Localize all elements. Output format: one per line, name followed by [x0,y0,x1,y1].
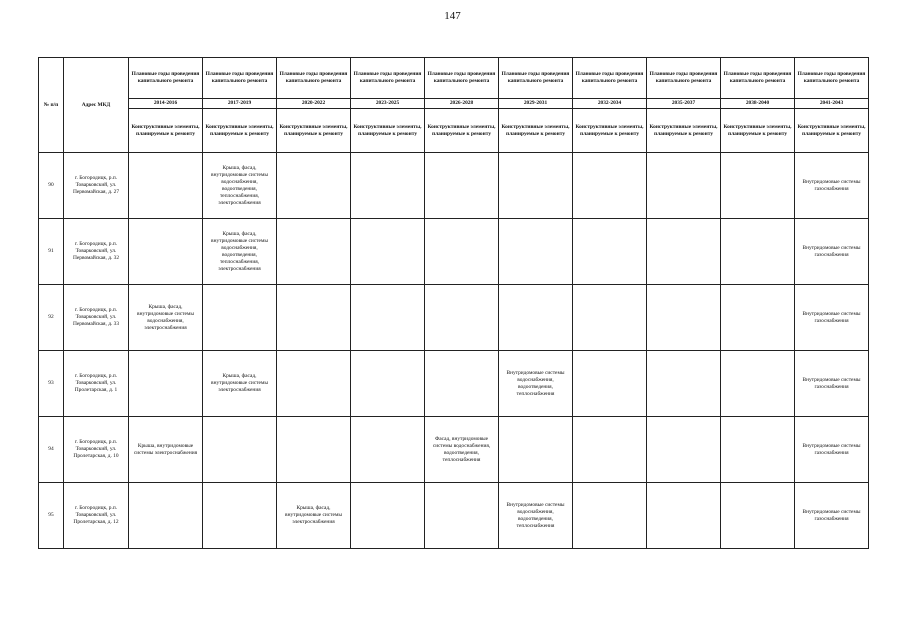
table-cell: Крыша, фасад, внутридомовые системы электроснабжения [277,483,351,549]
header-elements: Конструктивные элементы, планируемые к ремонту [573,109,647,153]
table-cell [425,483,499,549]
table-cell [647,285,721,351]
row-number: 90 [39,153,64,219]
table-row [39,285,869,351]
row-number: 91 [39,219,64,285]
header-elements: Конструктивные элементы, планируемые к ремонту [277,109,351,153]
table-cell [573,351,647,417]
row-number: 94 [39,417,64,483]
table-cell [129,153,203,219]
table-cell: Крыша, фасад, внутридомовые системы водоснабжения, водоотведения, теплоснабжения, электроснабжения [203,219,277,285]
header-period: 2014-2016 [129,99,203,109]
row-address: г. Богородицк, р.п. Товарковский, ул. Первомайская, д. 33 [64,285,129,351]
header-elements: Конструктивные элементы, планируемые к ремонту [351,109,425,153]
table-cell [351,483,425,549]
table-row [39,417,869,483]
header-period: 2041-2043 [795,99,869,109]
header-period: 2035-2037 [647,99,721,109]
table-cell: Крыша, внутридомовые системы электроснабжения [129,417,203,483]
table-row [39,153,869,219]
table-cell: Фасад, внутридомовые системы водоснабжения, водоотведения, теплоснабжения [425,417,499,483]
table-cell: Крыша, фасад, внутридомовые системы электроснабжения [203,351,277,417]
table-cell [499,417,573,483]
table-cell [425,153,499,219]
table-cell [573,285,647,351]
row-address: г. Богородицк, р.п. Товарковский, ул. Пролетарская, д. 12 [64,483,129,549]
table-cell [203,483,277,549]
header-period: 2026-2028 [425,99,499,109]
row-address: г. Богородицк, р.п. Товарковский, ул. Первомайская, д. 32 [64,219,129,285]
table-cell: Внутридомовые системы газоснабжения [795,351,869,417]
table-cell: Крыша, фасад, внутридомовые системы водоснабжения, водоотведения, теплоснабжения, электроснабжения [203,153,277,219]
table-cell [647,153,721,219]
table-cell [573,417,647,483]
page-number: 147 [444,10,461,22]
table-cell [721,153,795,219]
table-cell: Внутридомовые системы газоснабжения [795,483,869,549]
header-plan-years: Плановые годы проведения капитального ремонта [721,58,795,99]
header-plan-years: Плановые годы проведения капитального ремонта [647,58,721,99]
table-cell [425,285,499,351]
header-plan-years: Плановые годы проведения капитального ремонта [129,58,203,99]
table-cell [351,285,425,351]
capital-repair-table [38,57,869,549]
table-cell [647,219,721,285]
table-cell [647,483,721,549]
table-cell [721,483,795,549]
header-plan-years: Плановые годы проведения капитального ремонта [573,58,647,99]
header-plan-years: Плановые годы проведения капитального ремонта [425,58,499,99]
header-num: № п/п [39,58,64,153]
table-cell [351,219,425,285]
table-cell [277,417,351,483]
table-cell [499,285,573,351]
table-cell [129,483,203,549]
header-period: 2038-2040 [721,99,795,109]
header-elements: Конструктивные элементы, планируемые к ремонту [203,109,277,153]
table-cell [129,219,203,285]
header-elements: Конструктивные элементы, планируемые к ремонту [795,109,869,153]
table-cell [203,285,277,351]
table-cell: Внутридомовые системы газоснабжения [795,219,869,285]
table-cell: Крыша, фасад, внутридомовые системы водоснабжения, электроснабжения [129,285,203,351]
table-cell [425,219,499,285]
table-cell [499,219,573,285]
table-cell [425,351,499,417]
header-plan-years: Плановые годы проведения капитального ремонта [351,58,425,99]
table-cell [721,219,795,285]
row-number: 93 [39,351,64,417]
table-cell [721,417,795,483]
table-cell [277,351,351,417]
header-plan-years: Плановые годы проведения капитального ремонта [499,58,573,99]
table-cell [351,417,425,483]
table-cell [351,351,425,417]
table-cell [277,219,351,285]
header-elements: Конструктивные элементы, планируемые к ремонту [129,109,203,153]
header-plan-years: Плановые годы проведения капитального ремонта [277,58,351,99]
header-elements: Конструктивные элементы, планируемые к ремонту [499,109,573,153]
table-cell [277,285,351,351]
table-cell [573,483,647,549]
header-elements: Конструктивные элементы, планируемые к ремонту [425,109,499,153]
header-period: 2023-2025 [351,99,425,109]
header-period: 2029-2031 [499,99,573,109]
row-number: 92 [39,285,64,351]
table-cell [129,351,203,417]
header-period: 2020-2022 [277,99,351,109]
table-cell: Внутридомовые системы водоснабжения, водоотведения, теплоснабжения [499,483,573,549]
header-elements: Конструктивные элементы, планируемые к ремонту [647,109,721,153]
header-elements: Конструктивные элементы, планируемые к ремонту [721,109,795,153]
header-plan-years: Плановые годы проведения капитального ремонта [795,58,869,99]
table-row [39,351,869,417]
table-cell [203,417,277,483]
table-row [39,483,869,549]
table-cell [647,351,721,417]
table-cell [573,219,647,285]
table-cell [721,351,795,417]
table-cell [351,153,425,219]
table-cell: Внутридомовые системы водоснабжения, водоотведения, теплоснабжения [499,351,573,417]
row-address: г. Богородицк, р.п. Товарковский, ул. Пролетарская, д. 10 [64,417,129,483]
row-address: г. Богородицк, р.п. Товарковский, ул. Первомайская, д. 27 [64,153,129,219]
table-cell [499,153,573,219]
row-address: г. Богородицк, р.п. Товарковский, ул. Пролетарская, д. 1 [64,351,129,417]
table-cell: Внутридомовые системы газоснабжения [795,417,869,483]
table-cell: Внутридомовые системы газоснабжения [795,285,869,351]
table-cell [277,153,351,219]
table-row [39,219,869,285]
table-cell [573,153,647,219]
table-cell [721,285,795,351]
header-period: 2017-2019 [203,99,277,109]
table-cell [647,417,721,483]
header-plan-years: Плановые годы проведения капитального ремонта [203,58,277,99]
row-number: 95 [39,483,64,549]
table-cell: Внутридомовые системы газоснабжения [795,153,869,219]
header-period: 2032-2034 [573,99,647,109]
header-address: Адрес МКД [64,58,129,153]
